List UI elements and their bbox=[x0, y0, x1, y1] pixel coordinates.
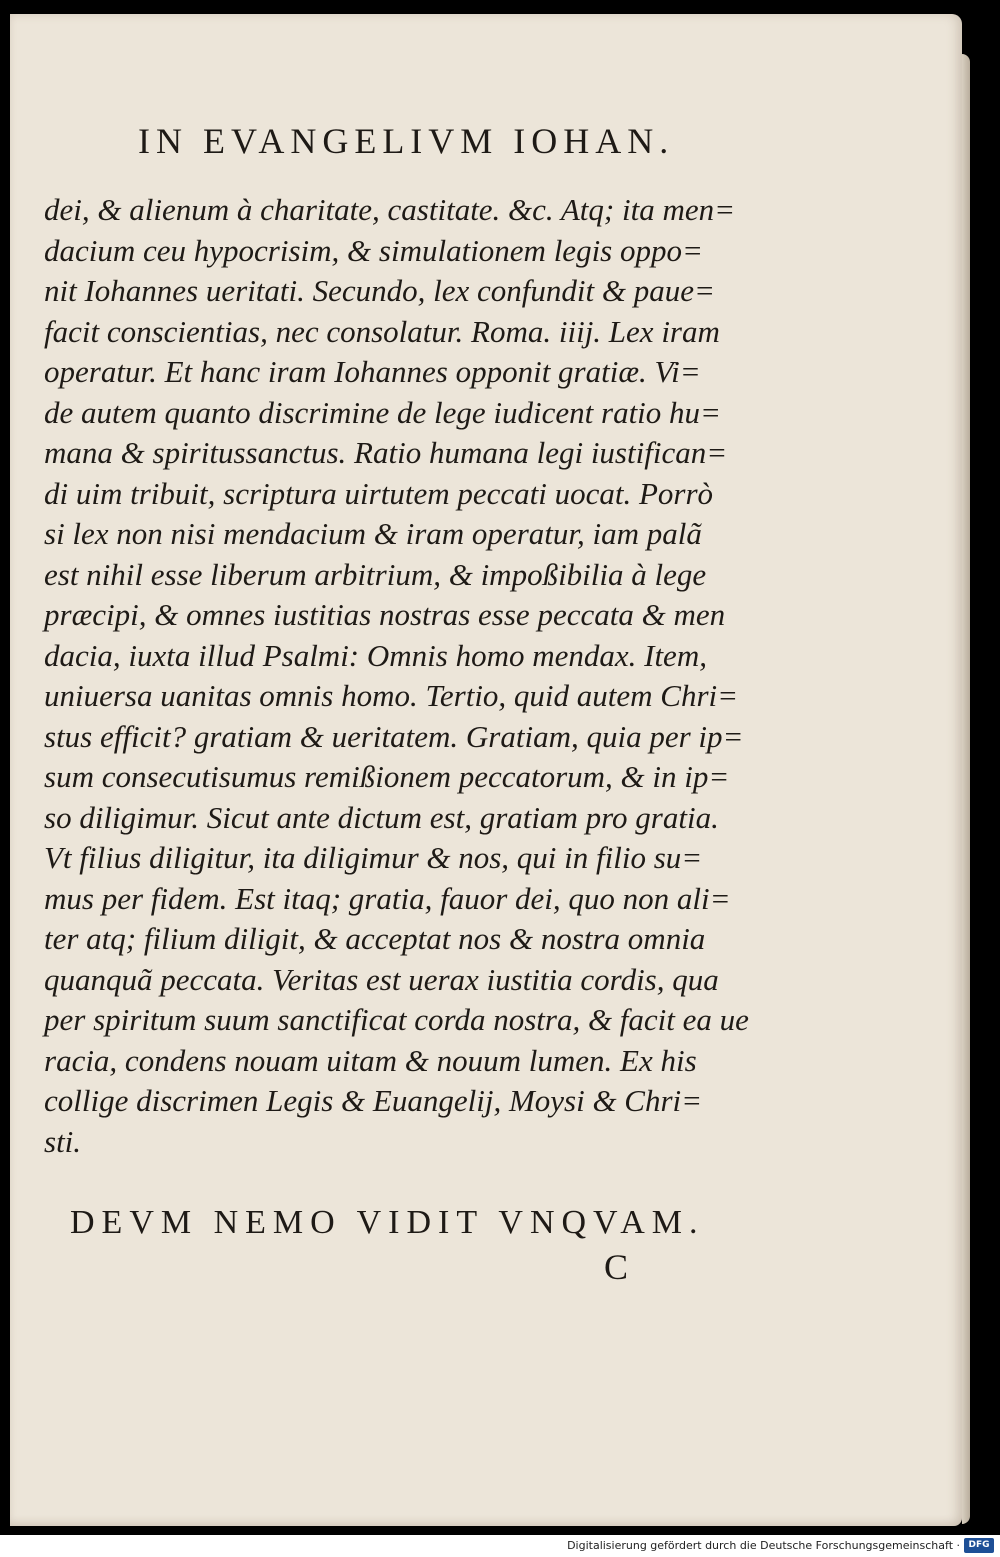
text-line: est nihil esse liberum arbitrium, & impoßibilia à lege bbox=[44, 556, 707, 592]
text-line: so diligimur. Sicut ante dictum est, gratiam pro gratia. bbox=[44, 799, 719, 835]
signature-mark: C bbox=[604, 1247, 629, 1287]
text-line: racia, condens nouam uitam & nouum lumen. Ex his bbox=[44, 1042, 697, 1078]
text-line: stus efficit? gratiam & ueritatem. Gratiam, quia per ip= bbox=[44, 718, 744, 754]
section-heading: DEVM NEMO VIDIT VNQVAM. bbox=[70, 1204, 705, 1241]
running-head: IN EVANGELIVM IOHAN. bbox=[138, 121, 675, 161]
text-line: sum consecutisumus remißionem peccatorum, & in ip= bbox=[44, 759, 730, 794]
text-line: de autem quanto discrimine de lege iudicent ratio hu= bbox=[44, 394, 721, 430]
text-line: sti. bbox=[44, 1123, 82, 1159]
text-line: collige discrimen Legis & Euangelij, Moysi & Chri= bbox=[44, 1083, 703, 1118]
text-line: dacium ceu hypocrisim, & simulationem legis oppo= bbox=[44, 232, 703, 268]
text-line: per spiritum suum sanctificat corda nostra, & facit ea ue bbox=[44, 1002, 749, 1037]
body-text bbox=[44, 190, 749, 1162]
text-line: dacia, iuxta illud Psalmi: Omnis homo mendax. Item, bbox=[44, 637, 707, 673]
text-line: uniuersa uanitas omnis homo. Tertio, quid autem Chri= bbox=[44, 678, 739, 713]
text-line: quanquã peccata. Veritas est uerax iustitia cordis, qua bbox=[44, 961, 719, 997]
text-line: facit conscientias, nec consolatur. Roma. iiij. Lex iram bbox=[44, 313, 720, 349]
text-line: Vt filius diligitur, ita diligimur & nos, qui in filio su= bbox=[44, 840, 703, 875]
text-line: ter atq; filium diligit, & acceptat nos & nostra omnia bbox=[44, 921, 706, 956]
text-line: dei, & alienum à charitate, castitate. &c. Atq; ita men= bbox=[44, 192, 736, 227]
text-line: operatur. Et hanc iram Iohannes opponit gratiæ. Vi= bbox=[44, 354, 701, 389]
text-line: nit Iohannes ueritati. Secundo, lex confundit & paue= bbox=[44, 273, 715, 308]
text-line: mus per fidem. Est itaq; gratia, fauor dei, quo non ali= bbox=[44, 880, 731, 916]
book-page bbox=[10, 14, 962, 1526]
footer-bar bbox=[0, 1535, 1000, 1557]
page-edge bbox=[962, 54, 970, 1524]
text-line: præcipi, & omnes iustitias nostras esse peccata & men bbox=[44, 597, 726, 632]
funding-credit: Digitalisierung gefördert durch die Deutsche Forschungsgemeinschaft · bbox=[567, 1539, 960, 1552]
dfg-logo-icon: DFG bbox=[964, 1538, 994, 1553]
text-line: si lex non nisi mendacium & iram operatur, iam palã bbox=[44, 516, 702, 551]
text-line: di uim tribuit, scriptura uirtutem peccati uocat. Porrò bbox=[44, 475, 714, 511]
text-line: mana & spiritussanctus. Ratio humana legi iustifican= bbox=[44, 435, 728, 470]
